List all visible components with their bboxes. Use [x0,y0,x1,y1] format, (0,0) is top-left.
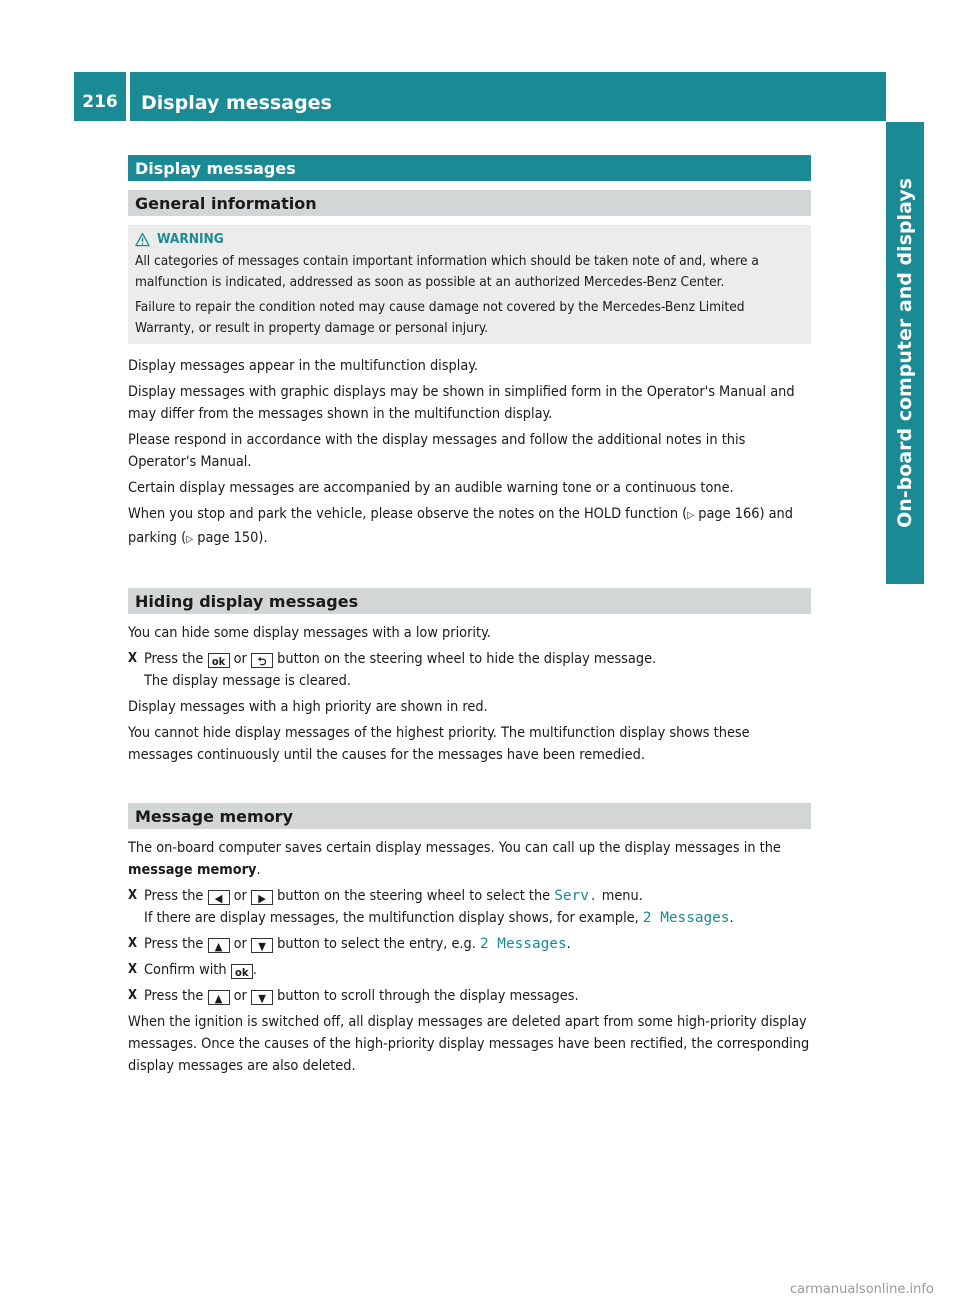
chapter-label: On-board computer and displays [894,178,916,528]
page-content [128,155,811,1077]
page-ref-link[interactable]: page 150 [197,529,259,546]
section-title-general: General information [128,190,811,216]
general-paragraph-4: Certain display messages are accompanied by an audible warning tone or a continuous tone. [128,479,734,496]
messages-entry-text: 2 Messages [479,935,567,952]
footer-watermark: carmanualsonline.info [790,1282,934,1297]
warning-text-1: All categories of messages contain important information which should be taken note of and, where a malfunction is indicated, addressed as soon as possible at an authorized Mercedes-Benz Center. [135,252,759,290]
header-title: Display messages [141,92,332,114]
hiding-paragraph-1: You can hide some display messages with a low priority. [128,624,491,641]
step-marker-icon: X [128,650,138,666]
right-arrow-key-icon: ▶ [251,890,273,905]
warning-triangle-icon [135,232,150,247]
left-arrow-key-icon: ◀ [208,890,230,905]
page-number: 216 [82,92,118,112]
ok-key-icon: ok [231,964,253,979]
step-marker-icon: X [128,961,138,977]
memory-step-3: X Confirm with ok . [128,959,811,981]
serv-menu-label: Serv. [554,887,598,904]
warning-label: WARNING [157,231,224,247]
general-paragraph-5: When you stop and park the vehicle, please observe the notes on the HOLD function (▷ page 166) and parking (▷ page 150). [128,505,793,546]
hiding-step-result: The display message is cleared. [144,672,351,689]
page-ref-arrow: ▷ [687,509,695,521]
warning-text-2: Failure to repair the condition noted may cause damage not covered by the Mercedes-Benz Limited Warranty, or result in property damage or personal injury. [135,298,745,336]
page-ref-link[interactable]: page 166 [698,505,760,522]
hiding-paragraph-3: You cannot hide display messages of the highest priority. The multifunction display shows these messages continuously until the causes for the messages have been remedied. [128,724,750,763]
step-marker-icon: X [128,935,138,951]
general-paragraph-3: Please respond in accordance with the display messages and follow the additional notes in this Operator's Manual. [128,431,746,470]
page-header [74,72,886,121]
header-separator [126,72,130,121]
down-arrow-key-icon: ▼ [251,990,273,1005]
page-ref-arrow: ▷ [186,533,194,545]
down-arrow-key-icon: ▼ [251,938,273,953]
up-arrow-key-icon: ▲ [208,938,230,953]
messages-display-text: 2 Messages [642,909,730,926]
memory-step-4: X Press the ▲ or ▼ button to scroll through the display messages. [128,985,811,1007]
general-paragraph-1: Display messages appear in the multifunction display. [128,357,478,374]
hiding-paragraph-2: Display messages with a high priority are shown in red. [128,698,488,715]
memory-paragraph-2: When the ignition is switched off, all display messages are deleted apart from some high-priority display messages. Once the causes of the high-priority display messages have been rectified, the corresponding display messages are also deleted. [128,1013,810,1074]
step-marker-icon: X [128,987,138,1003]
section-title-memory: Message memory [128,803,811,829]
general-paragraph-2: Display messages with graphic displays may be shown in simplified form in the Operator's Manual and may differ from the messages shown in the multifunction display. [128,383,795,422]
memory-paragraph-1: The on-board computer saves certain display messages. You can call up the display messages in the message memory. [128,839,781,878]
hiding-step-1: X Press the ok or ⮌ button on the steering wheel to hide the display message. The display message is cleared. [128,648,811,692]
up-arrow-key-icon: ▲ [208,990,230,1005]
chapter-side-tab [886,122,924,584]
memory-step-1: X Press the ◀ or ▶ button on the steering wheel to select the Serv. menu. If there are display messages, the multifunction display shows, for example, 2 Messages. [128,885,811,929]
section-title-hiding: Hiding display messages [128,588,811,614]
warning-box [128,225,811,344]
memory-step-2: X Press the ▲ or ▼ button to select the entry, e.g. 2 Messages. [128,933,811,955]
back-key-icon: ⮌ [251,653,273,668]
section-title-main: Display messages [128,155,811,181]
step-marker-icon: X [128,887,138,903]
ok-key-icon: ok [208,653,230,668]
